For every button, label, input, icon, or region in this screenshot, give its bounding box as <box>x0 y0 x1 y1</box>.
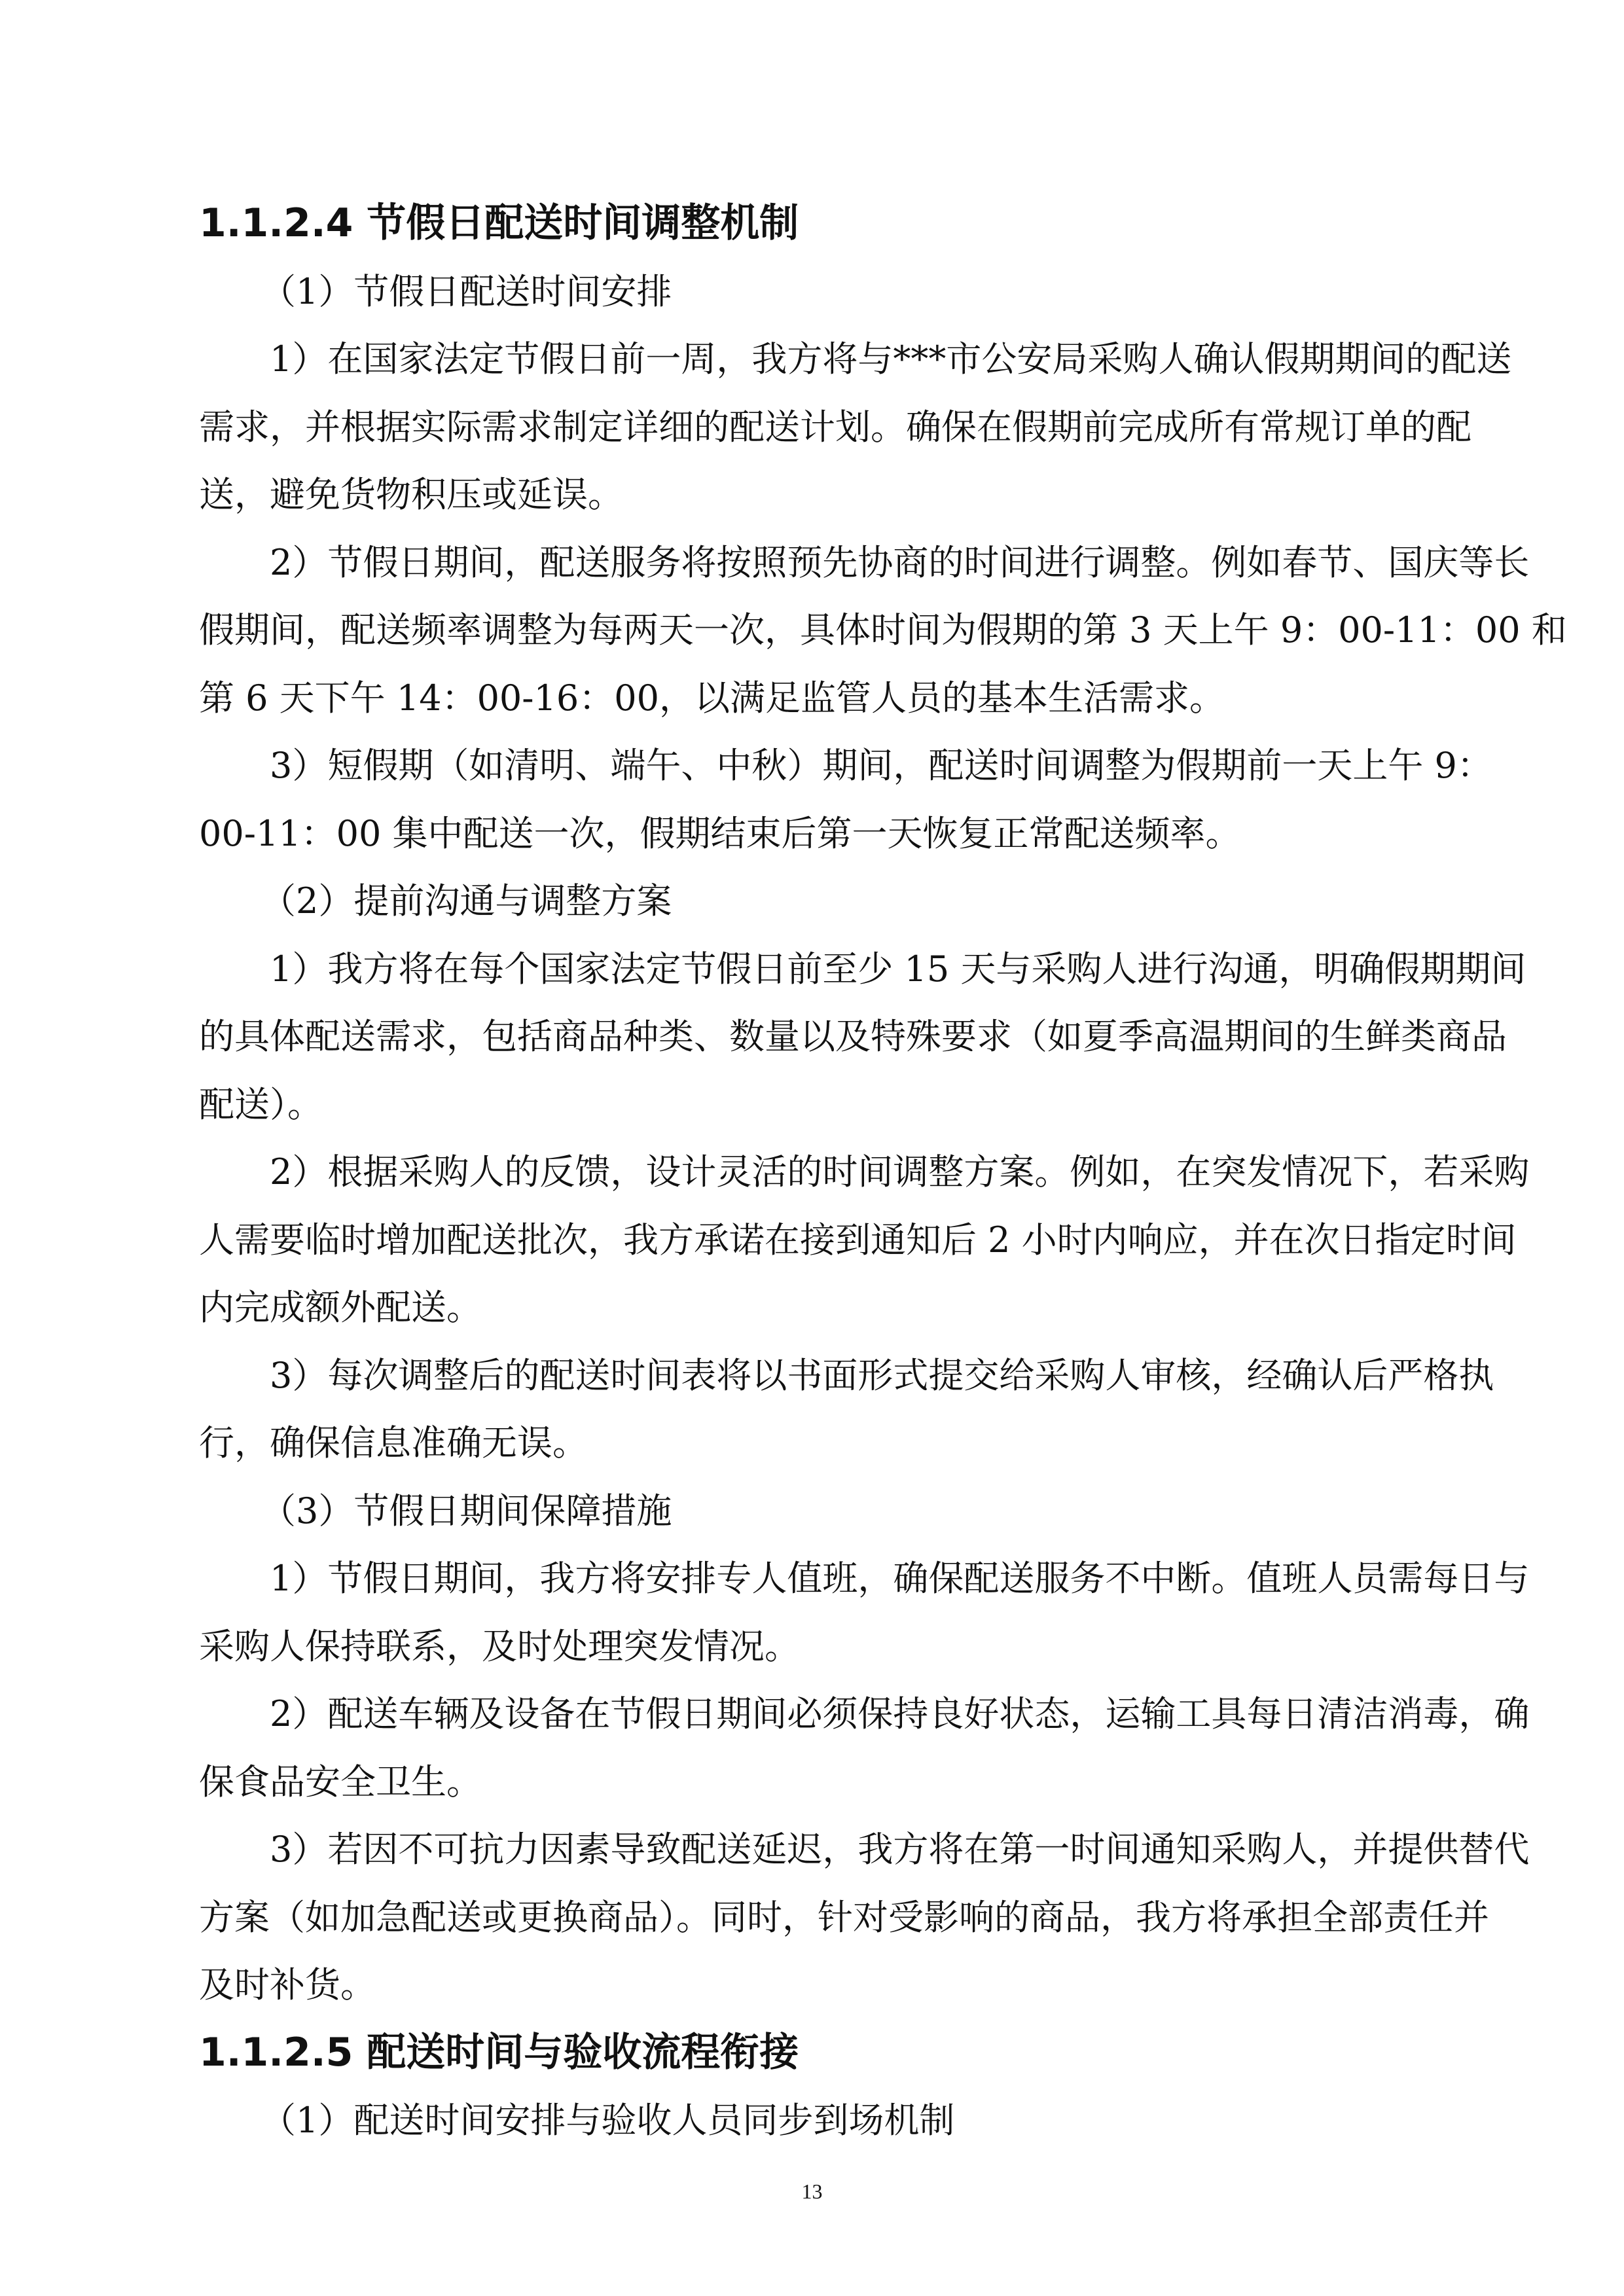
paragraph <box>199 1138 1530 1342</box>
text-line: 假期间，配送频率调整为每两天一次，具体时间为假期的第 3 天上午 9：00-11：00 和 <box>199 609 1567 651</box>
subsection-title <box>199 2087 1436 2155</box>
text-line: 1）在国家法定节假日前一周，我方将与***市公安局采购人确认假期期间的配送 <box>270 338 1512 380</box>
page-number: 13 <box>801 2179 823 2203</box>
paragraph <box>199 732 1492 867</box>
text-line: （2）提前沟通与调整方案 <box>261 880 672 922</box>
text-line: 人需要临时增加配送批次，我方承诺在接到通知后 2 小时内响应，并在次日指定时间 <box>199 1219 1517 1261</box>
paragraph <box>199 1816 1530 2019</box>
subsection-title <box>199 1477 1436 1545</box>
text-line: 内完成额外配送。 <box>199 1287 482 1328</box>
text-line: 第 6 天下午 14：00-16：00，以满足监管人员的基本生活需求。 <box>199 677 1225 719</box>
paragraph <box>199 325 1512 529</box>
text-line: 方案（如加急配送或更换商品）。同时，针对受影响的商品，我方将承担全部责任并 <box>199 1896 1489 1938</box>
subsection-title <box>199 258 1436 326</box>
text-line: （3）节假日期间保障措施 <box>261 1490 672 1532</box>
subsection-title <box>199 867 1436 935</box>
text-line: 行，确保信息准确无误。 <box>199 1422 588 1463</box>
text-line: 2）根据采购人的反馈，设计灵活的时间调整方案。例如，在突发情况下，若采购 <box>270 1151 1530 1193</box>
section-heading <box>199 190 1436 258</box>
text-line: （1）配送时间安排与验收人员同步到场机制 <box>261 2100 955 2141</box>
text-line: 保食品安全卫生。 <box>199 1761 482 1803</box>
paragraph <box>199 935 1526 1139</box>
paragraph <box>199 1342 1494 1477</box>
text-line: 3）每次调整后的配送时间表将以书面形式提交给采购人审核，经确认后严格执 <box>270 1354 1494 1396</box>
text-line: 00-11：00 集中配送一次，假期结束后第一天恢复正常配送频率。 <box>199 812 1241 854</box>
text-line: 的具体配送需求，包括商品种类、数量以及特殊要求（如夏季高温期间的生鲜类商品 <box>199 1016 1507 1057</box>
text-line: 2）节假日期间，配送服务将按照预先协商的时间进行调整。例如春节、国庆等长 <box>270 541 1530 583</box>
paragraph <box>199 1680 1530 1816</box>
text-line: 1.1.2.4 节假日配送时间调整机制 <box>199 200 799 246</box>
paragraph <box>199 1545 1530 1680</box>
paragraph <box>199 529 1567 732</box>
document-body <box>199 190 1567 2155</box>
text-line: 采购人保持联系，及时处理突发情况。 <box>199 1625 800 1667</box>
text-line: 1）我方将在每个国家法定节假日前至少 15 天与采购人进行沟通，明确假期期间 <box>270 948 1526 990</box>
text-line: 2）配送车辆及设备在节假日期间必须保持良好状态，运输工具每日清洁消毒，确 <box>270 1693 1530 1734</box>
text-line: 3）短假期（如清明、端午、中秋）期间，配送时间调整为假期前一天上午 9： <box>270 745 1492 786</box>
text-line: 需求，并根据实际需求制定详细的配送计划。确保在假期前完成所有常规订单的配 <box>199 406 1471 448</box>
text-line: 送，避免货物积压或延误。 <box>199 474 623 515</box>
text-line: 1）节假日期间，我方将安排专人值班，确保配送服务不中断。值班人员需每日与 <box>270 1558 1530 1599</box>
text-line: 配送）。 <box>199 1083 323 1125</box>
section-heading <box>199 2019 1436 2087</box>
text-line: （1）节假日配送时间安排 <box>261 270 672 312</box>
text-line: 1.1.2.5 配送时间与验收流程衔接 <box>199 2029 799 2075</box>
text-line: 3）若因不可抗力因素导致配送延迟，我方将在第一时间通知采购人，并提供替代 <box>270 1829 1530 1870</box>
text-line: 及时补货。 <box>199 1964 376 2005</box>
